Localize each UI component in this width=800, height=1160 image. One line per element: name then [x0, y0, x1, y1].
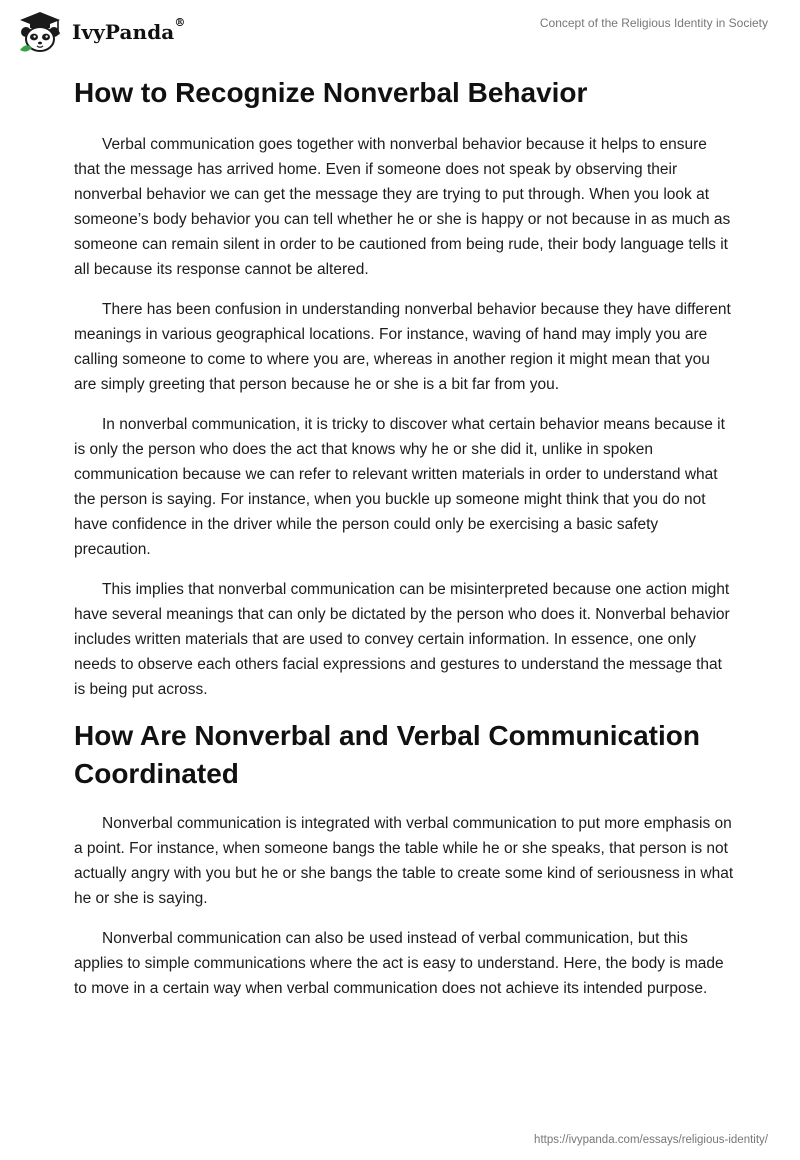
- paragraph: Nonverbal communication is integrated with verbal communication to put more emphasis on a point. For instance, when someone bangs the table while he or she speaks, that person is not actually angry with you but he or she bangs the table to create some kind of seriousness in what he or she is saying.: [74, 815, 734, 907]
- source-url[interactable]: https://ivypanda.com/essays/religious-identity/: [534, 1134, 768, 1146]
- paragraph: Nonverbal communication can also be used instead of verbal communication, but this applies to simple communications where the act is easy to understand. Here, the body is made to move in a certain way when verbal communication does not achieve its intended purpose.: [74, 930, 724, 997]
- ivypanda-logo[interactable]: [14, 10, 185, 54]
- logo-wordmark: IvyPanda®: [72, 16, 186, 44]
- paragraph: Verbal communication goes together with nonverbal behavior because it helps to ensure that the message has arrived home. Even if someone does not speak by observing their nonverbal behavior we can get the message they are trying to put through. When you look at someone’s body behavior you can tell whether he or she is happy or not because in as much as someone can remain silent in order to be cautioned from being rude, their body language tells it all because its response cannot be altered.: [74, 136, 731, 278]
- paragraph: In nonverbal communication, it is tricky to discover what certain behavior means because it is only the person who does the act that knows why he or she did it, unlike in spoken communication because we can refer to relevant written materials in order to understand what the person is saying. For instance, when you buckle up someone might think that you do not have confidence in the driver while the person could only be exercising a basic safety precaution.: [74, 416, 725, 558]
- document-title: Concept of the Religious Identity in Society: [539, 16, 768, 30]
- section-heading: How to Recognize Nonverbal Behavior: [74, 77, 588, 108]
- panda-graduate-icon: [14, 10, 66, 54]
- paragraph: There has been confusion in understanding nonverbal behavior because they have different meanings in various geographical locations. For instance, waving of hand may imply you are calling someone to come to where you are, whereas in another region it might mean that you are simply greeting that person because he or she is a bit far from you.: [74, 301, 731, 393]
- essay-content: [74, 66, 734, 1016]
- section-heading: How Are Nonverbal and Verbal Communication Coordinated: [74, 720, 700, 789]
- page-header: [0, 0, 800, 66]
- paragraph: This implies that nonverbal communication can be misinterpreted because one action might have several meanings that can only be dictated by the person who does it. Nonverbal behavior includes written materials that are used to convey certain information. In essence, one only needs to observe each others facial expressions and gestures to understand the message that is being put across.: [74, 581, 730, 698]
